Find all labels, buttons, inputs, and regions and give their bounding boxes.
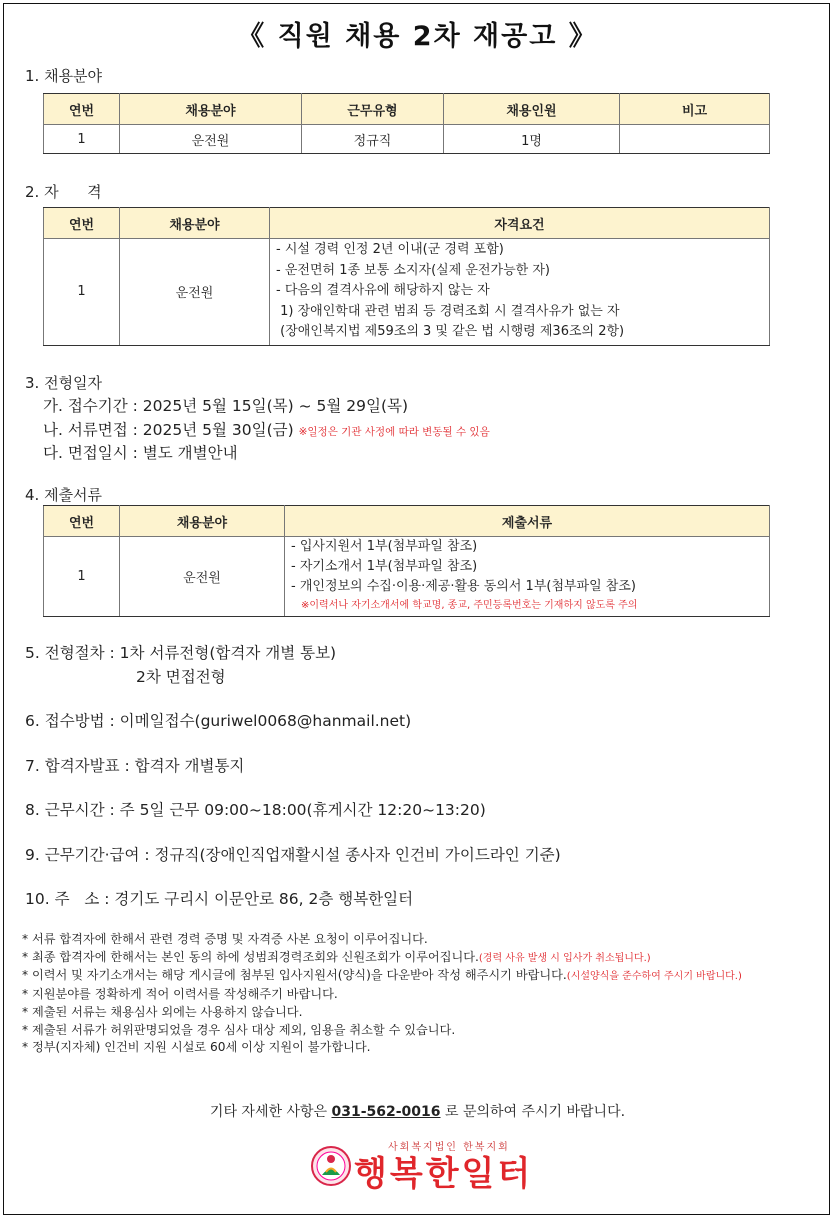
- list-item: - 다음의 결격사유에 해당하지 않는 자: [276, 283, 490, 298]
- list-item: - 개인정보의 수집·이용·제공·활용 동의서 1부(첨부파일 참조): [291, 579, 636, 594]
- list-item: - 시설 경력 인정 2년 이내(군 경력 포함): [276, 242, 504, 257]
- table-cell: 운전원: [120, 239, 270, 346]
- documents-table: [43, 505, 770, 617]
- schedule-application-period: 가. 접수기간 : 2025년 5월 15일(목) ~ 5월 29일(목): [43, 397, 409, 415]
- note-item: * 서류 합격자에 한해서 관련 경력 증명 및 자격증 사본 요청이 이루어집니다.: [22, 932, 428, 946]
- selection-process-step2: 2차 면접전형: [136, 668, 226, 686]
- table-header: 제출서류: [285, 506, 770, 537]
- logo-emblem-icon: [310, 1145, 352, 1187]
- table-cell: [620, 125, 770, 154]
- table-cell: 1: [44, 537, 120, 617]
- list-item: - 운전면허 1종 보통 소지자(실제 운전가능한 자): [276, 262, 550, 278]
- table-cell: 운전원: [120, 125, 302, 154]
- list-item: - 자기소개서 1부(첨부파일 참조): [291, 559, 478, 574]
- address: 10. 주 소 : 경기도 구리시 이문안로 86, 2층 행복한일터: [25, 890, 414, 908]
- organization-logo: [308, 1138, 548, 1194]
- table-header: 채용분야: [120, 506, 285, 537]
- section-2-heading: 2. 자 격: [25, 183, 102, 201]
- table-header: 연번: [44, 506, 120, 537]
- schedule-change-note: ※일정은 기관 사정에 따라 변동될 수 있음: [298, 426, 490, 438]
- section-1-heading: 1. 채용분야: [25, 67, 103, 85]
- note-item: * 지원분야를 정확하게 적어 이력서를 작성해주기 바랍니다.: [22, 987, 338, 1002]
- list-item: 1) 장애인학대 관련 범죄 등 경력조회 시 결격사유가 없는 자: [276, 303, 620, 319]
- table-header: 근무유형: [302, 94, 444, 125]
- notes-list: [22, 931, 742, 1057]
- recruit-field-table: [43, 93, 770, 154]
- page-title: 《 직원 채용 2차 재공고 》: [237, 21, 598, 52]
- table-header: 자격요건: [270, 208, 770, 239]
- table-cell: 운전원: [120, 537, 285, 617]
- schedule-interview: 다. 면접일시 : 별도 개별안내: [43, 444, 238, 462]
- note-item: * 제출된 서류가 허위판명되었을 경우 심사 대상 제외, 임용을 취소할 수 있습니다.: [22, 1022, 456, 1037]
- list-item: (장애인복지법 제59조의 3 및 같은 법 시행령 제36조의 2항): [276, 324, 625, 339]
- table-cell: 1명: [444, 125, 620, 154]
- qualification-table: [43, 207, 770, 346]
- note-item: * 이력서 및 자기소개서는 해당 게시글에 첨부된 입사지원서(양식)을 다운받아 작성 해주시기 바랍니다.(시설양식을 준수하여 주시기 바랍니다.): [22, 968, 742, 983]
- note-item: * 제출된 서류는 채용심사 외에는 사용하지 않습니다.: [22, 1004, 303, 1019]
- contact-phone: 031-562-0016: [331, 1104, 441, 1120]
- documents-list: [285, 537, 770, 617]
- documents-note: ※이력서나 자기소개서에 학교명, 종교, 주민등록번호는 기재하지 않도록 주의: [301, 600, 638, 611]
- table-cell: 1: [44, 125, 120, 154]
- working-hours: 8. 근무시간 : 주 5일 근무 09:00~18:00(휴게시간 12:20~13:20): [25, 801, 486, 819]
- section-3-heading: 3. 전형일자: [25, 374, 103, 392]
- logo-subtitle: 사회복지법인 한복지회: [388, 1142, 510, 1153]
- application-method: 6. 접수방법 : 이메일접수(guriwel0068@hanmail.net): [25, 712, 412, 730]
- note-item: * 정부(지자체) 인건비 지원 시설로 60세 이상 지원이 불가합니다.: [22, 1040, 371, 1055]
- section-4-heading: 4. 제출서류: [25, 486, 103, 504]
- table-cell: 1: [44, 239, 120, 346]
- logo-name: 행복한일터: [354, 1154, 534, 1194]
- table-header: 채용인원: [444, 94, 620, 125]
- qualification-list: [270, 239, 770, 346]
- table-header: 채용분야: [120, 208, 270, 239]
- table-header: 비고: [620, 94, 770, 125]
- employment-salary: 9. 근무기간·급여 : 정규직(장애인직업재활시설 종사자 인건비 가이드라인 기준): [25, 846, 561, 864]
- table-header: 연번: [44, 208, 120, 239]
- table-header: 채용분야: [120, 94, 302, 125]
- schedule-document-review: [43, 418, 490, 440]
- note-item: * 최종 합격자에 한해서는 본인 동의 하에 성범죄경력조회와 신원조회가 이루어집니다.(경력 사유 발생 시 입사가 취소됩니다.): [22, 949, 651, 964]
- schedule-document-review-text: 나. 서류면접 : 2025년 5월 30일(금): [43, 421, 294, 439]
- list-item: - 입사지원서 1부(첨부파일 참조): [291, 539, 478, 554]
- contact-line: 기타 자세한 사항은 031-562-0016 로 문의하여 주시기 바랍니다.: [209, 1104, 626, 1120]
- selection-process: 5. 전형절차 : 1차 서류전형(합격자 개별 통보): [25, 644, 337, 662]
- table-header: 연번: [44, 94, 120, 125]
- result-announcement: 7. 합격자발표 : 합격자 개별통지: [25, 757, 245, 775]
- table-cell: 정규직: [302, 125, 444, 154]
